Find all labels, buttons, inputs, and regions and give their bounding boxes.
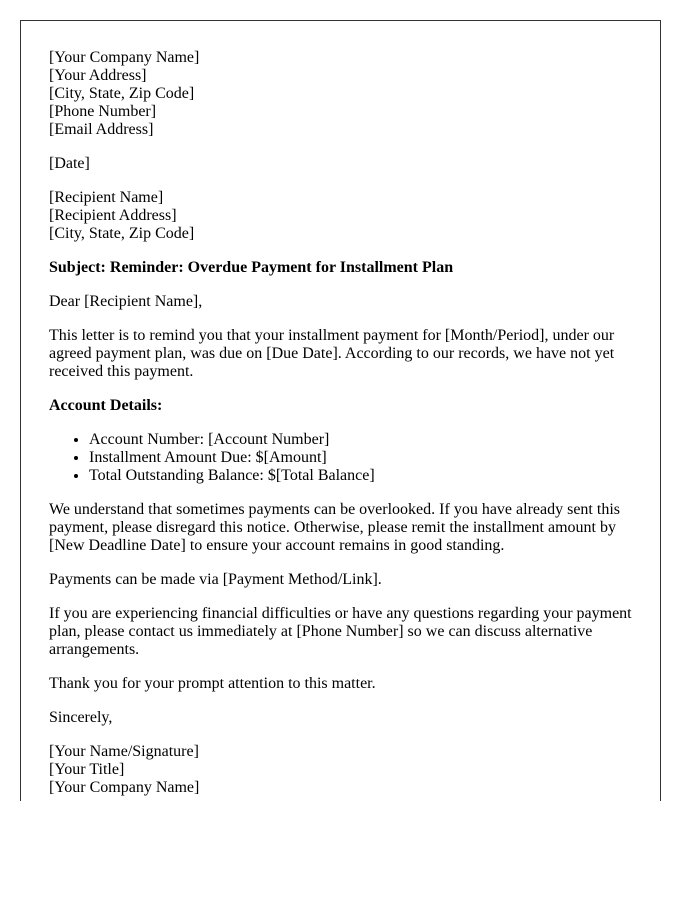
- account-details-list: [49, 431, 632, 485]
- sender-phone: [Phone Number]: [49, 103, 157, 120]
- payment-paragraph: Payments can be made via [Payment Method/Link].: [49, 571, 382, 588]
- date: [Date]: [49, 155, 90, 172]
- subject: Subject: Reminder: Overdue Payment for Installment Plan: [49, 259, 454, 276]
- sender-email: [Email Address]: [49, 121, 154, 138]
- thanks-paragraph: Thank you for your prompt attention to this matter.: [49, 675, 376, 692]
- list-item: • Installment Amount Due: $[Amount]: [89, 449, 632, 467]
- signature-company: [Your Company Name]: [49, 779, 200, 796]
- signature-title: [Your Title]: [49, 761, 125, 778]
- sender-company: [Your Company Name]: [49, 49, 200, 66]
- recipient-block: [49, 189, 632, 243]
- list-item: • Account Number: [Account Number]: [89, 431, 632, 449]
- intro-paragraph: This letter is to remind you that your installment payment for [Month/Period], under our agreed payment plan, was due on [Due Date]. According to our records, we have not yet received this payment.: [49, 327, 615, 380]
- salutation: Dear [Recipient Name],: [49, 293, 203, 310]
- recipient-address: [Recipient Address]: [49, 207, 177, 224]
- overlooked-paragraph: We understand that sometimes payments can be overlooked. If you have already sent this payment, please disregard this notice. Otherwise, please remit the installment amount by [New Deadline Date] to ensure your account remains in good standing.: [49, 501, 620, 554]
- signature-name: [Your Name/Signature]: [49, 743, 199, 760]
- sender-block: [49, 49, 632, 139]
- contact-paragraph: If you are experiencing financial difficulties or have any questions regarding your payment plan, please contact us immediately at [Phone Number] so we can discuss alternative arrangements.: [49, 605, 632, 658]
- signature-block: [49, 743, 632, 797]
- closing: Sincerely,: [49, 709, 113, 726]
- letter: [20, 20, 661, 801]
- sender-address: [Your Address]: [49, 67, 147, 84]
- recipient-city: [City, State, Zip Code]: [49, 225, 195, 242]
- account-heading: Account Details:: [49, 397, 163, 414]
- list-item: • Total Outstanding Balance: $[Total Balance]: [89, 467, 632, 485]
- sender-city: [City, State, Zip Code]: [49, 85, 195, 102]
- recipient-name: [Recipient Name]: [49, 189, 164, 206]
